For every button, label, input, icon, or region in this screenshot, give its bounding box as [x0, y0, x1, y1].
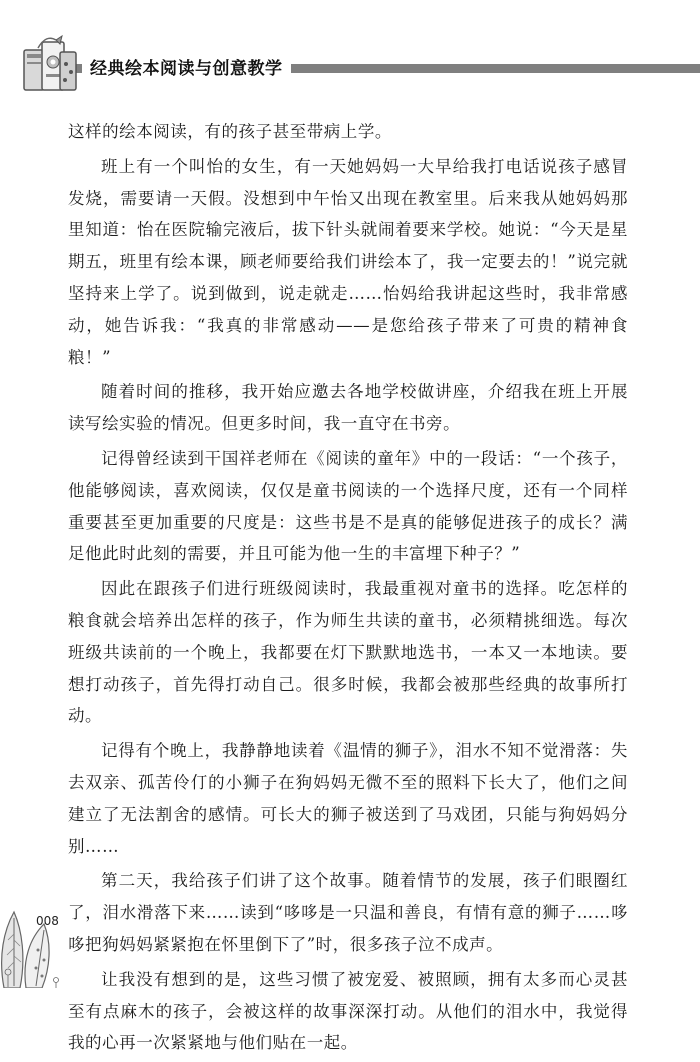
stacked-books-icon — [16, 28, 84, 96]
paragraph: 让我没有想到的是，这些习惯了被宠爱、被照顾，拥有太多而心灵甚至有点麻木的孩子，会被这样的故事深深打动。从他们的泪水中，我觉得我的心再一次紧紧地与他们贴在一起。 — [68, 969, 628, 1053]
paragraph: 第二天，我给孩子们讲了这个故事。随着情节的发展，孩子们眼圈红了，泪水滑落下来……读到“哆哆是一只温和善良，有情有意的狮子……哆哆把狗妈妈紧紧抱在怀里倒下了”时，很多孩子泣不成声。 — [68, 871, 628, 954]
paragraph: 记得有个晚上，我静静地读着《温情的狮子》，泪水不知不觉滑落：失去双亲、孤苦伶仃的小狮子在狗妈妈无微不至的照料下长大了，他们之间建立了无法割舍的感情。可长大的狮子被送到了马戏团，只能与狗妈妈分别…… — [68, 741, 628, 856]
body-text — [68, 116, 628, 1062]
paragraph: 班上有一个叫怡的女生，有一天她妈妈一大早给我打电话说孩子感冒发烧，需要请一天假。没想到中午怡又出现在教室里。后来我从她妈妈那里知道：怡在医院输完液后，拔下针头就闹着要来学校。她说：“今天是星期五，班里有绘本课，顾老师要给我们讲绘本了，我一定要去的！”说完就坚持来上学了。说到做到，说走就走……怡妈给我讲起这些时，我非常感动，她告诉我：“我真的非常感动——是您给孩子带来了可贵的精神食粮！” — [68, 156, 628, 367]
page-number: 008 — [36, 914, 59, 928]
paragraph: 随着时间的推移，我开始应邀去各地学校做讲座，介绍我在班上开展读写绘实验的情况。但更多时间，我一直守在书旁。 — [68, 382, 628, 434]
paragraph: 这样的绘本阅读，有的孩子甚至带病上学。 — [68, 122, 392, 141]
page-header — [0, 28, 700, 98]
leaf-flower-decoration — [0, 860, 70, 988]
paragraph: 因此在跟孩子们进行班级阅读时，我最重视对童书的选择。吃怎样的粮食就会培养出怎样的孩子，作为师生共读的童书，必须精挑细选。每次班级共读前的一个晚上，我都要在灯下默默地选书，一本又一本地读。要想打动孩子，首先得打动自己。很多时候，我都会被那些经典的故事所打动。 — [68, 579, 628, 726]
header-title: 经典绘本阅读与创意教学 — [82, 59, 291, 79]
paragraph: 记得曾经读到干国祥老师在《阅读的童年》中的一段话：“一个孩子，他能够阅读，喜欢阅读，仅仅是童书阅读的一个选择尺度，还有一个同样重要甚至更加重要的尺度是：这些书是不是真的能够促进孩子的成长？满足他此时此刻的需要，并且可能为他一生的丰富埋下种子？” — [68, 448, 628, 564]
